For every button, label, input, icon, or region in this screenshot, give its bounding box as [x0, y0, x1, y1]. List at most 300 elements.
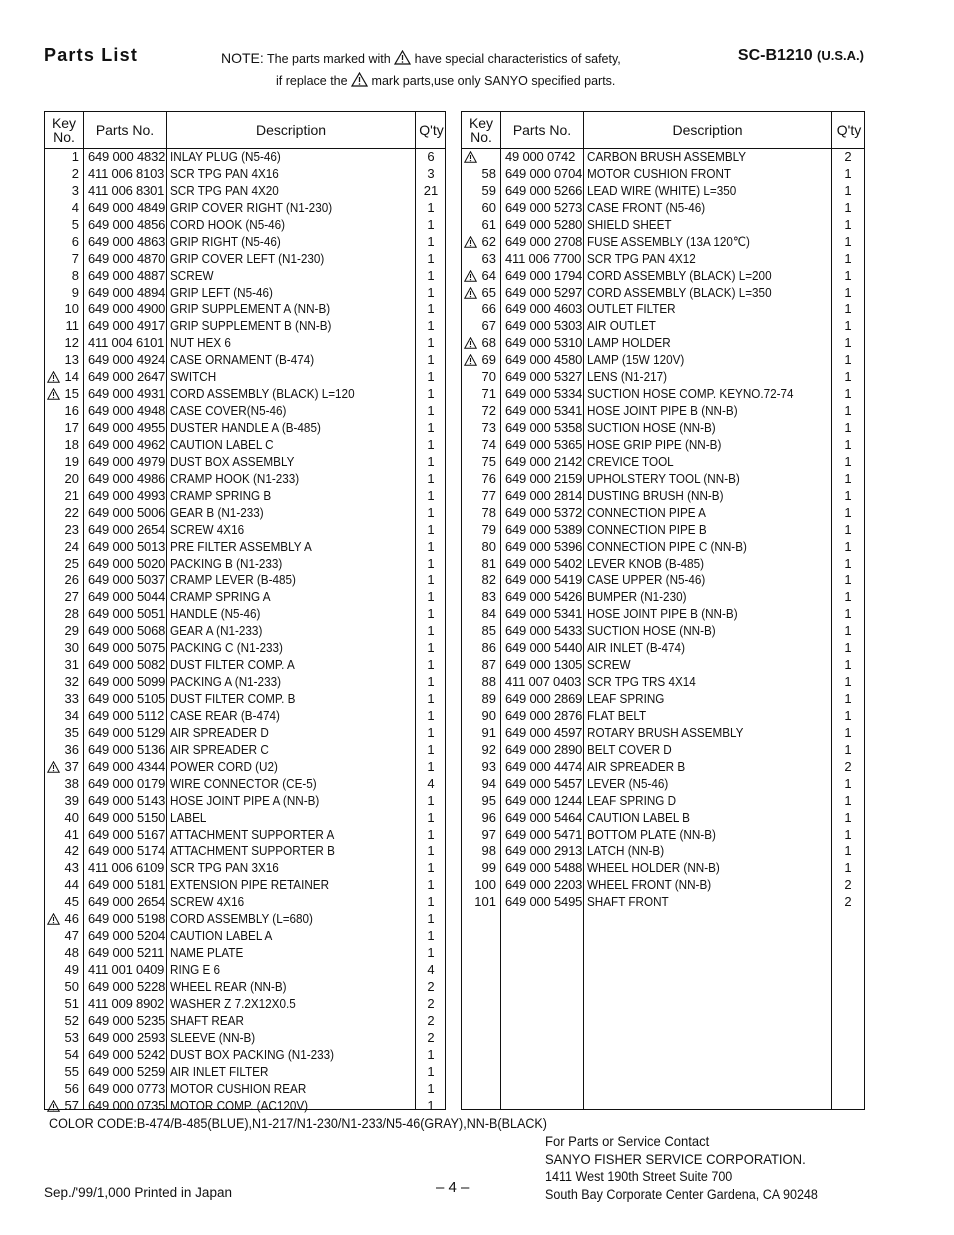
row-qty: 1: [844, 724, 852, 740]
row-key-no: 91: [481, 724, 496, 740]
table-row: [45, 233, 445, 250]
row-qty: 1: [844, 640, 852, 656]
row-description: CASE COVER(N5-46): [170, 403, 287, 419]
row-qty: 1: [844, 521, 852, 537]
row-description: CORD HOOK (N5-46): [170, 216, 286, 232]
row-qty: 3: [427, 165, 435, 181]
row-description: NUT HEX 6: [170, 335, 231, 351]
row-description: CASE UPPER (N5-46): [587, 572, 706, 588]
row-parts-no: 649 000 2913: [505, 843, 583, 859]
table-row: [45, 842, 445, 859]
row-key-no: 53: [64, 1029, 79, 1045]
row-key-no: 9: [71, 284, 79, 300]
row-description: SCR TPG PAN 3X16: [170, 860, 279, 876]
row-description: SUCTION HOSE (NN-B): [587, 623, 716, 639]
row-description: ROTARY BRUSH ASSEMBLY: [587, 724, 744, 740]
row-description: DUST BOX ASSEMBLY: [170, 453, 295, 469]
row-description: INLAY PLUG (N5-46): [170, 149, 281, 164]
row-qty: 1: [427, 758, 435, 774]
row-qty: 1: [844, 843, 852, 859]
table-row: [462, 555, 864, 572]
row-key-no: 51: [64, 995, 79, 1011]
row-description: WHEEL REAR (NN-B): [170, 978, 287, 994]
row-parts-no: 649 000 4863: [88, 233, 166, 249]
row-description: PRE FILTER ASSEMBLY A: [170, 538, 312, 554]
row-description: CONNECTION PIPE C (NN-B): [587, 538, 747, 554]
row-description: LENS (N1-217): [587, 369, 667, 385]
table-row: [45, 1029, 445, 1046]
table-row: [45, 267, 445, 284]
row-parts-no: 649 000 5310: [505, 335, 583, 351]
row-qty: 1: [427, 386, 435, 402]
row-qty: 1: [844, 352, 852, 368]
table-row: [462, 538, 864, 555]
row-qty: 1: [427, 233, 435, 249]
row-key-no: 20: [64, 470, 79, 486]
row-parts-no: 649 000 2654: [88, 521, 166, 537]
row-key-no: 60: [481, 199, 496, 215]
row-description: AIR OUTLET: [587, 318, 656, 334]
row-key-no: 79: [481, 521, 496, 537]
table-row: [462, 690, 864, 707]
page-number: – 4 –: [436, 1179, 470, 1196]
row-qty: 1: [844, 284, 852, 300]
row-key-no: 35: [64, 724, 79, 740]
row-qty: 1: [427, 470, 435, 486]
row-parts-no: 649 000 5037: [88, 572, 166, 588]
row-parts-no: 649 000 5495: [505, 894, 583, 910]
row-description: LEAF SPRING: [587, 691, 665, 706]
row-qty: 1: [844, 453, 852, 469]
row-qty: 1: [844, 216, 852, 232]
row-parts-no: 649 000 4597: [505, 724, 583, 740]
row-description: MOTOR CUSHION FRONT: [587, 165, 732, 181]
row-qty: 1: [844, 589, 852, 605]
table-row: [462, 453, 864, 470]
row-description: CORD ASSEMBLY (L=680): [170, 911, 313, 927]
row-parts-no: 649 000 5402: [505, 555, 583, 571]
row-key-no: 78: [481, 504, 496, 520]
row-key-no: 85: [481, 623, 496, 639]
row-qty: 1: [844, 487, 852, 503]
row-parts-no: 649 000 4986: [88, 470, 166, 486]
table-row: [45, 588, 445, 605]
row-qty: 4: [427, 775, 435, 791]
row-parts-no: 649 000 5235: [88, 1012, 166, 1028]
row-key-no: 46: [64, 911, 79, 927]
note-label: NOTE:: [221, 50, 264, 66]
parts-table-left: [44, 111, 446, 1113]
row-description: LEVER KNOB (B-485): [587, 555, 705, 571]
row-description: LATCH (NN-B): [587, 843, 665, 859]
note-text-2a: if replace the: [276, 74, 348, 88]
table-row: [45, 165, 445, 182]
row-qty: 1: [427, 860, 435, 876]
row-qty: 1: [844, 369, 852, 385]
row-key-no: 6: [71, 233, 79, 249]
row-parts-no: 649 000 0179: [88, 775, 166, 791]
row-parts-no: 649 000 4979: [88, 453, 166, 469]
row-description: SHIELD SHEET: [587, 216, 672, 232]
row-parts-no: 649 000 5426: [505, 589, 583, 605]
table-row: [462, 300, 864, 317]
row-key-no: 14: [64, 369, 79, 385]
row-parts-no: 649 000 4917: [88, 318, 166, 334]
row-key-no: 84: [481, 606, 496, 622]
row-parts-no: 649 000 4900: [88, 301, 166, 317]
row-key-no: 42: [64, 843, 79, 859]
row-description: AIR INLET FILTER: [170, 1063, 269, 1079]
row-description: GRIP RIGHT (N5-46): [170, 233, 281, 249]
note-text-1b: have special characteristics of safety,: [414, 52, 621, 66]
row-description: SHAFT REAR: [170, 1012, 244, 1028]
row-description: ATTACHMENT SUPPORTER B: [170, 843, 335, 859]
row-key-no: 66: [481, 301, 496, 317]
row-qty: 1: [844, 199, 852, 215]
row-description: CORD ASSEMBLY (BLACK) L=120: [170, 386, 355, 402]
row-qty: 1: [427, 809, 435, 825]
row-description: ATTACHMENT SUPPORTER A: [170, 826, 335, 842]
row-parts-no: 649 000 2869: [505, 691, 583, 706]
row-parts-no: 411 006 8103: [88, 165, 165, 181]
row-qty: 1: [427, 623, 435, 639]
row-key-no: 95: [481, 792, 496, 808]
row-key-no: 76: [481, 470, 496, 486]
row-description: GRIP SUPPLEMENT B (NN-B): [170, 318, 332, 334]
row-qty: 1: [427, 826, 435, 842]
row-parts-no: 649 000 5020: [88, 555, 166, 571]
row-qty: 1: [427, 267, 435, 283]
row-parts-no: 649 000 4894: [88, 284, 166, 300]
table-row: [462, 199, 864, 216]
row-qty: 1: [427, 301, 435, 317]
row-key-no: 12: [64, 335, 79, 351]
row-parts-no: 649 000 2593: [88, 1029, 166, 1045]
row-description: HOSE JOINT PIPE B (NN-B): [587, 403, 738, 419]
row-qty: 2: [844, 758, 852, 774]
table-row: [45, 368, 445, 385]
row-parts-no: 649 000 4931: [88, 386, 166, 402]
table-row: [45, 555, 445, 572]
row-key-no: 16: [64, 403, 79, 419]
row-qty: 1: [427, 945, 435, 961]
table-row: [462, 724, 864, 741]
row-parts-no: 649 000 4603: [505, 301, 583, 317]
row-qty: 1: [427, 589, 435, 605]
row-parts-no: 649 000 5419: [505, 572, 583, 588]
row-key-no: 41: [64, 826, 79, 842]
row-description: HOSE GRIP PIPE (NN-B): [587, 436, 722, 452]
row-description: SCREW: [587, 657, 631, 673]
contact-address: 1411 West 190th Street Suite 700: [545, 1169, 733, 1184]
row-description: DUSTER HANDLE A (B-485): [170, 420, 321, 435]
row-qty: 1: [427, 572, 435, 588]
row-parts-no: 649 000 2814: [505, 487, 583, 503]
row-key-no: 30: [64, 640, 79, 656]
table-row: [462, 504, 864, 521]
row-parts-no: 649 000 5198: [88, 911, 166, 927]
table-row: [45, 453, 445, 470]
table-row: [462, 605, 864, 622]
table-row: [462, 656, 864, 673]
row-qty: 1: [427, 894, 435, 910]
row-qty: 1: [844, 741, 852, 757]
row-description: LAMP (15W 120V): [587, 352, 685, 368]
row-qty: 2: [844, 877, 852, 893]
warning-triangle-icon: [394, 50, 411, 65]
row-key-no: 37: [64, 758, 79, 774]
row-parts-no: 649 000 2159: [505, 470, 583, 486]
row-qty: 1: [844, 792, 852, 808]
row-parts-no: 649 000 0773: [88, 1080, 166, 1096]
row-qty: 1: [844, 301, 852, 317]
row-key-no: 75: [481, 453, 496, 469]
row-qty: 1: [427, 453, 435, 469]
row-parts-no: 649 000 4962: [88, 436, 166, 452]
row-parts-no: 649 000 5440: [505, 640, 583, 656]
row-parts-no: 649 000 5044: [88, 589, 166, 605]
row-description: NAME PLATE: [170, 945, 244, 961]
row-description: POWER CORD (U2): [170, 758, 278, 774]
row-description: HANDLE (N5-46): [170, 606, 261, 622]
table-row: [45, 182, 445, 199]
row-qty: 1: [844, 470, 852, 486]
table-row: [462, 487, 864, 504]
row-parts-no: 649 000 4344: [88, 758, 166, 774]
row-key-no: 15: [64, 386, 79, 402]
row-qty: 1: [427, 928, 435, 944]
model-code: SC-B1210: [737, 47, 813, 64]
row-qty: 1: [844, 182, 852, 198]
row-qty: 1: [427, 555, 435, 571]
row-description: CRAMP LEVER (B-485): [170, 572, 296, 588]
table-row: [462, 639, 864, 656]
table-row: [45, 927, 445, 944]
header-parts-no: Parts No.: [95, 122, 155, 138]
row-description: PACKING B (N1-233): [170, 555, 283, 571]
model-number: [738, 47, 864, 65]
table-row: [462, 385, 864, 402]
row-key-no: 89: [481, 691, 496, 706]
row-key-no: 52: [64, 1012, 79, 1028]
row-parts-no: 649 000 5303: [505, 318, 583, 334]
row-qty: 1: [427, 877, 435, 893]
table-row: [45, 571, 445, 588]
row-qty: 1: [844, 657, 852, 673]
header-qty: Q'ty: [419, 122, 444, 138]
row-qty: 1: [427, 674, 435, 690]
row-description: GRIP LEFT (N5-46): [170, 284, 273, 300]
row-key-no: 3: [71, 182, 79, 198]
row-qty: 1: [427, 1097, 435, 1113]
row-description: WASHER Z 7.2X12X0.5: [170, 995, 296, 1011]
row-key-no: 1: [71, 149, 79, 164]
row-parts-no: 649 000 5181: [88, 877, 166, 893]
row-parts-no: 649 000 5150: [88, 809, 166, 825]
row-description: SCR TPG PAN 4X12: [587, 250, 696, 266]
row-description: LEAF SPRING D: [587, 792, 677, 808]
table-row: [45, 334, 445, 351]
table-row: [462, 622, 864, 639]
row-qty: 1: [427, 691, 435, 706]
table-row: [45, 199, 445, 216]
row-key-no: 23: [64, 521, 79, 537]
row-parts-no: 649 000 4955: [88, 420, 166, 435]
row-qty: 1: [427, 724, 435, 740]
table-row: [462, 216, 864, 233]
row-key-no: 5: [71, 216, 79, 232]
table-row: [45, 1063, 445, 1080]
row-key-no: 28: [64, 606, 79, 622]
table-row: [45, 487, 445, 504]
row-qty: 1: [427, 521, 435, 537]
row-parts-no: 649 000 5136: [88, 741, 166, 757]
header-parts-no: Parts No.: [512, 122, 572, 138]
row-description: LEAD WIRE (WHITE) L=350: [587, 182, 737, 198]
row-parts-no: 649 000 5082: [88, 657, 166, 673]
row-description: WIRE CONNECTOR (CE-5): [170, 775, 317, 791]
row-key-no: 96: [481, 809, 496, 825]
row-description: SCR TPG TRS 4X14: [587, 674, 696, 690]
row-parts-no: 649 000 5228: [88, 978, 166, 994]
row-description: SCREW 4X16: [170, 894, 245, 910]
row-key-no: 62: [481, 233, 496, 249]
table-row: [462, 470, 864, 487]
table-row: [45, 741, 445, 758]
table-row: [462, 233, 864, 250]
row-key-no: 93: [481, 758, 496, 774]
row-key-no: 47: [64, 928, 79, 944]
row-key-no: 39: [64, 792, 79, 808]
row-parts-no: 411 001 0409: [88, 962, 165, 977]
row-description: GEAR A (N1-233): [170, 623, 263, 639]
row-description: SCREW 4X16: [170, 521, 245, 537]
table-row: [45, 792, 445, 809]
row-parts-no: 649 000 2142: [505, 453, 583, 469]
row-qty: 1: [427, 640, 435, 656]
row-qty: 1: [844, 606, 852, 622]
table-row: [45, 758, 445, 775]
row-parts-no: 649 000 5433: [505, 623, 583, 639]
row-qty: 2: [427, 978, 435, 994]
row-parts-no: 649 000 5068: [88, 623, 166, 639]
row-key-no: 61: [481, 216, 496, 232]
row-qty: 1: [427, 538, 435, 554]
header-key-no: Key No.: [468, 115, 494, 145]
table-row: [45, 910, 445, 927]
row-qty: 1: [844, 555, 852, 571]
row-qty: 1: [427, 1080, 435, 1096]
row-qty: 1: [427, 504, 435, 520]
row-qty: 1: [844, 707, 852, 723]
header-key-no: Key No.: [51, 115, 77, 145]
table-row: [45, 876, 445, 893]
row-description: DUSTING BRUSH (NN-B): [587, 487, 724, 503]
row-parts-no: 649 000 5365: [505, 436, 583, 452]
row-key-no: 19: [64, 453, 79, 469]
table-row: [462, 402, 864, 419]
service-contact: [545, 1133, 818, 1203]
row-parts-no: 411 006 6109: [88, 860, 165, 876]
table-row: [462, 876, 864, 893]
row-key-no: 90: [481, 707, 496, 723]
row-parts-no: 649 000 5341: [505, 403, 583, 419]
table-row: [45, 351, 445, 368]
row-qty: 2: [427, 1012, 435, 1028]
row-key-no: 10: [64, 301, 79, 317]
table-row: [45, 809, 445, 826]
row-key-no: 80: [481, 538, 496, 554]
row-key-no: 29: [64, 623, 79, 639]
table-row: [45, 893, 445, 910]
table-row: [45, 470, 445, 487]
row-key-no: 77: [481, 487, 496, 503]
row-key-no: 45: [64, 894, 79, 910]
row-key-no: 43: [64, 860, 79, 876]
row-description: CAUTION LABEL A: [170, 928, 273, 944]
row-description: FLAT BELT: [587, 707, 647, 723]
row-key-no: 2: [71, 165, 79, 181]
row-qty: 1: [844, 775, 852, 791]
table-row: [45, 300, 445, 317]
row-key-no: 67: [481, 318, 496, 334]
row-description: CONNECTION PIPE A: [587, 504, 706, 520]
row-parts-no: 649 000 5358: [505, 420, 583, 435]
row-qty: 1: [427, 707, 435, 723]
table-row: [45, 538, 445, 555]
note-text-1a: The parts marked with: [267, 52, 391, 66]
row-key-no: 11: [65, 318, 79, 334]
row-parts-no: 649 000 5242: [88, 1046, 166, 1062]
row-parts-no: 649 000 5099: [88, 674, 166, 690]
contact-address: South Bay Corporate Center Gardena, CA 90248: [545, 1186, 818, 1202]
row-parts-no: 649 000 4924: [88, 352, 166, 368]
row-description: SCR TPG PAN 4X16: [170, 165, 279, 181]
table-row: [45, 1046, 445, 1063]
row-parts-no: 649 000 5129: [88, 724, 166, 740]
row-key-no: 88: [481, 674, 496, 690]
row-parts-no: 649 000 5389: [505, 521, 583, 537]
row-key-no: 94: [481, 775, 496, 791]
row-qty: 1: [427, 250, 435, 266]
row-description: AIR SPREADER D: [170, 724, 269, 740]
header-qty: Q'ty: [836, 122, 862, 138]
row-qty: 1: [427, 436, 435, 452]
row-description: DUST BOX PACKING (N1-233): [170, 1046, 335, 1062]
row-description: DUST FILTER COMP. B: [170, 691, 296, 706]
row-description: RING E 6: [170, 962, 221, 977]
row-key-no: 24: [64, 538, 79, 554]
table-row: [45, 656, 445, 673]
row-qty: 1: [427, 352, 435, 368]
row-qty: 1: [427, 911, 435, 927]
table-row: [45, 978, 445, 995]
row-qty: 1: [844, 420, 852, 435]
row-key-no: 87: [481, 657, 496, 673]
row-parts-no: 649 000 4993: [88, 487, 166, 503]
row-qty: 1: [844, 386, 852, 402]
row-parts-no: 649 000 2890: [505, 741, 583, 757]
row-parts-no: 649 000 5105: [88, 691, 166, 706]
row-parts-no: 649 000 4870: [88, 250, 166, 266]
row-description: BOTTOM PLATE (NN-B): [587, 826, 716, 842]
row-key-no: 98: [481, 843, 496, 859]
parts-rows-right: [462, 148, 864, 910]
row-key-no: 44: [64, 877, 79, 893]
safety-note: [221, 47, 621, 92]
row-qty: 1: [427, 606, 435, 622]
row-parts-no: 49 000 0742: [505, 149, 576, 164]
